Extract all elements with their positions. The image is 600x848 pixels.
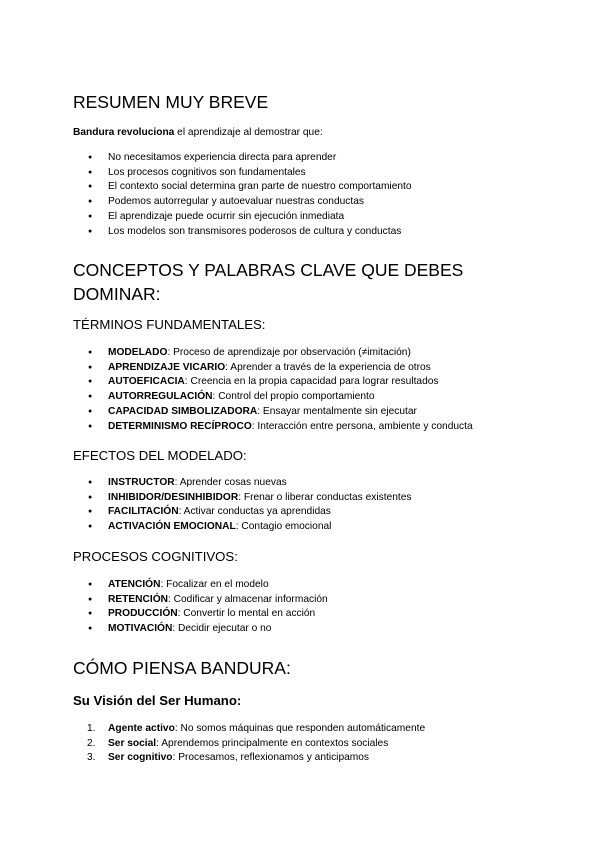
list-item xyxy=(73,405,473,420)
resumen-intro xyxy=(73,126,323,140)
term: INSTRUCTOR xyxy=(108,477,175,488)
term-desc: : No somos máquinas que responden automáticamente xyxy=(174,723,426,734)
efectos-list xyxy=(73,476,411,535)
term-desc: : Aprender cosas nuevas xyxy=(174,477,287,488)
list-item: ● Podemos autorregular y autoevaluar nuestras conductas xyxy=(73,195,412,210)
term-desc: : Aprender a través de la experiencia de otros xyxy=(225,361,431,373)
term-desc: : Ensayar mentalmente sin ejecutar xyxy=(257,405,417,417)
terminos-heading: TÉRMINOS FUNDAMENTALES: xyxy=(73,317,266,332)
list-item xyxy=(73,607,328,622)
term: FACILITACIÓN xyxy=(108,506,179,518)
conceptos-heading-line2: DOMINAR: xyxy=(73,284,161,304)
term: Ser cognitivo xyxy=(108,752,173,764)
list-item xyxy=(73,491,411,506)
list-item xyxy=(73,593,328,608)
list-item xyxy=(73,476,411,491)
term: RETENCIÓN xyxy=(108,593,168,605)
term: APRENDIZAJE VICARIO xyxy=(108,361,226,373)
term-desc: : Activar conductas ya aprendidas xyxy=(178,506,331,518)
term: MODELADO xyxy=(108,347,168,358)
term: PRODUCCIÓN xyxy=(108,608,178,620)
term: AUTORREGULACIÓN xyxy=(108,391,213,403)
list-item: ● No necesitamos experiencia directa para aprender xyxy=(73,151,412,166)
term: ATENCIÓN xyxy=(108,579,161,590)
list-item: ● El aprendizaje puede ocurrir sin ejecución inmediata xyxy=(73,210,412,225)
conceptos-heading xyxy=(73,258,463,306)
terminos-list xyxy=(73,346,473,434)
list-item: ● Los modelos son transmisores poderosos de cultura y conductas xyxy=(73,225,412,240)
item-number: 1. xyxy=(87,723,96,734)
term-desc: : Control del propio comportamiento xyxy=(212,391,375,403)
term-desc: : Procesamos, reflexionamos y anticipamos xyxy=(172,752,370,764)
vision-heading: Su Visión del Ser Humano: xyxy=(73,693,242,708)
term: DETERMINISMO RECÍPROCO xyxy=(108,420,252,432)
term-desc: : Codificar y almacenar información xyxy=(168,593,328,605)
vision-list xyxy=(73,722,425,766)
term-desc: : Decidir ejecutar o no xyxy=(172,623,272,635)
list-item: ● Los procesos cognitivos son fundamentales xyxy=(73,166,412,181)
como-heading: CÓMO PIENSA BANDURA: xyxy=(73,658,291,678)
list-item xyxy=(73,361,473,376)
term-desc: : Contagio emocional xyxy=(235,521,332,533)
term: CAPACIDAD SIMBOLIZADORA xyxy=(108,405,258,417)
term-desc: : Proceso de aprendizaje por observación (≠imitación) xyxy=(167,347,411,358)
term-desc: : Frenar o liberar conductas existentes xyxy=(238,491,412,503)
term-desc: : Aprendemos principalmente en contextos sociales xyxy=(156,737,389,749)
resumen-heading: RESUMEN MUY BREVE xyxy=(73,92,269,112)
procesos-heading: PROCESOS COGNITIVOS: xyxy=(73,549,238,564)
list-item: ● El contexto social determina gran parte de nuestro comportamiento xyxy=(73,180,412,195)
list-item xyxy=(73,420,473,435)
intro-bold: Bandura revoluciona xyxy=(73,127,175,138)
term: INHIBIDOR/DESINHIBIDOR xyxy=(108,491,239,503)
term: AUTOEFICACIA xyxy=(108,376,185,388)
list-item xyxy=(73,520,411,535)
list-item xyxy=(73,375,473,390)
term: Agente activo xyxy=(108,723,175,734)
term-desc: : Creencia en la propia capacidad para lograr resultados xyxy=(184,376,439,388)
list-item xyxy=(73,346,473,361)
efectos-heading: EFECTOS DEL MODELADO: xyxy=(73,448,247,463)
list-item xyxy=(73,390,473,405)
resumen-list xyxy=(73,151,412,239)
item-number: 3. xyxy=(87,752,96,764)
list-item xyxy=(73,622,328,637)
term: ACTIVACIÓN EMOCIONAL xyxy=(108,521,236,533)
intro-rest: el aprendizaje al demostrar que: xyxy=(174,127,323,138)
list-item xyxy=(73,578,328,593)
list-item xyxy=(73,505,411,520)
term: Ser social xyxy=(108,737,157,749)
term-desc: : Focalizar en el modelo xyxy=(160,579,269,590)
term-desc: : Convertir lo mental en acción xyxy=(177,608,316,620)
conceptos-heading-line1: CONCEPTOS Y PALABRAS CLAVE QUE DEBES xyxy=(73,260,464,280)
procesos-list xyxy=(73,578,328,637)
list-item xyxy=(73,751,425,766)
list-item xyxy=(73,737,425,752)
list-item xyxy=(73,722,425,737)
term-desc: : Interacción entre persona, ambiente y conducta xyxy=(251,420,473,432)
item-number: 2. xyxy=(87,737,96,749)
term: MOTIVACIÓN xyxy=(108,623,173,635)
